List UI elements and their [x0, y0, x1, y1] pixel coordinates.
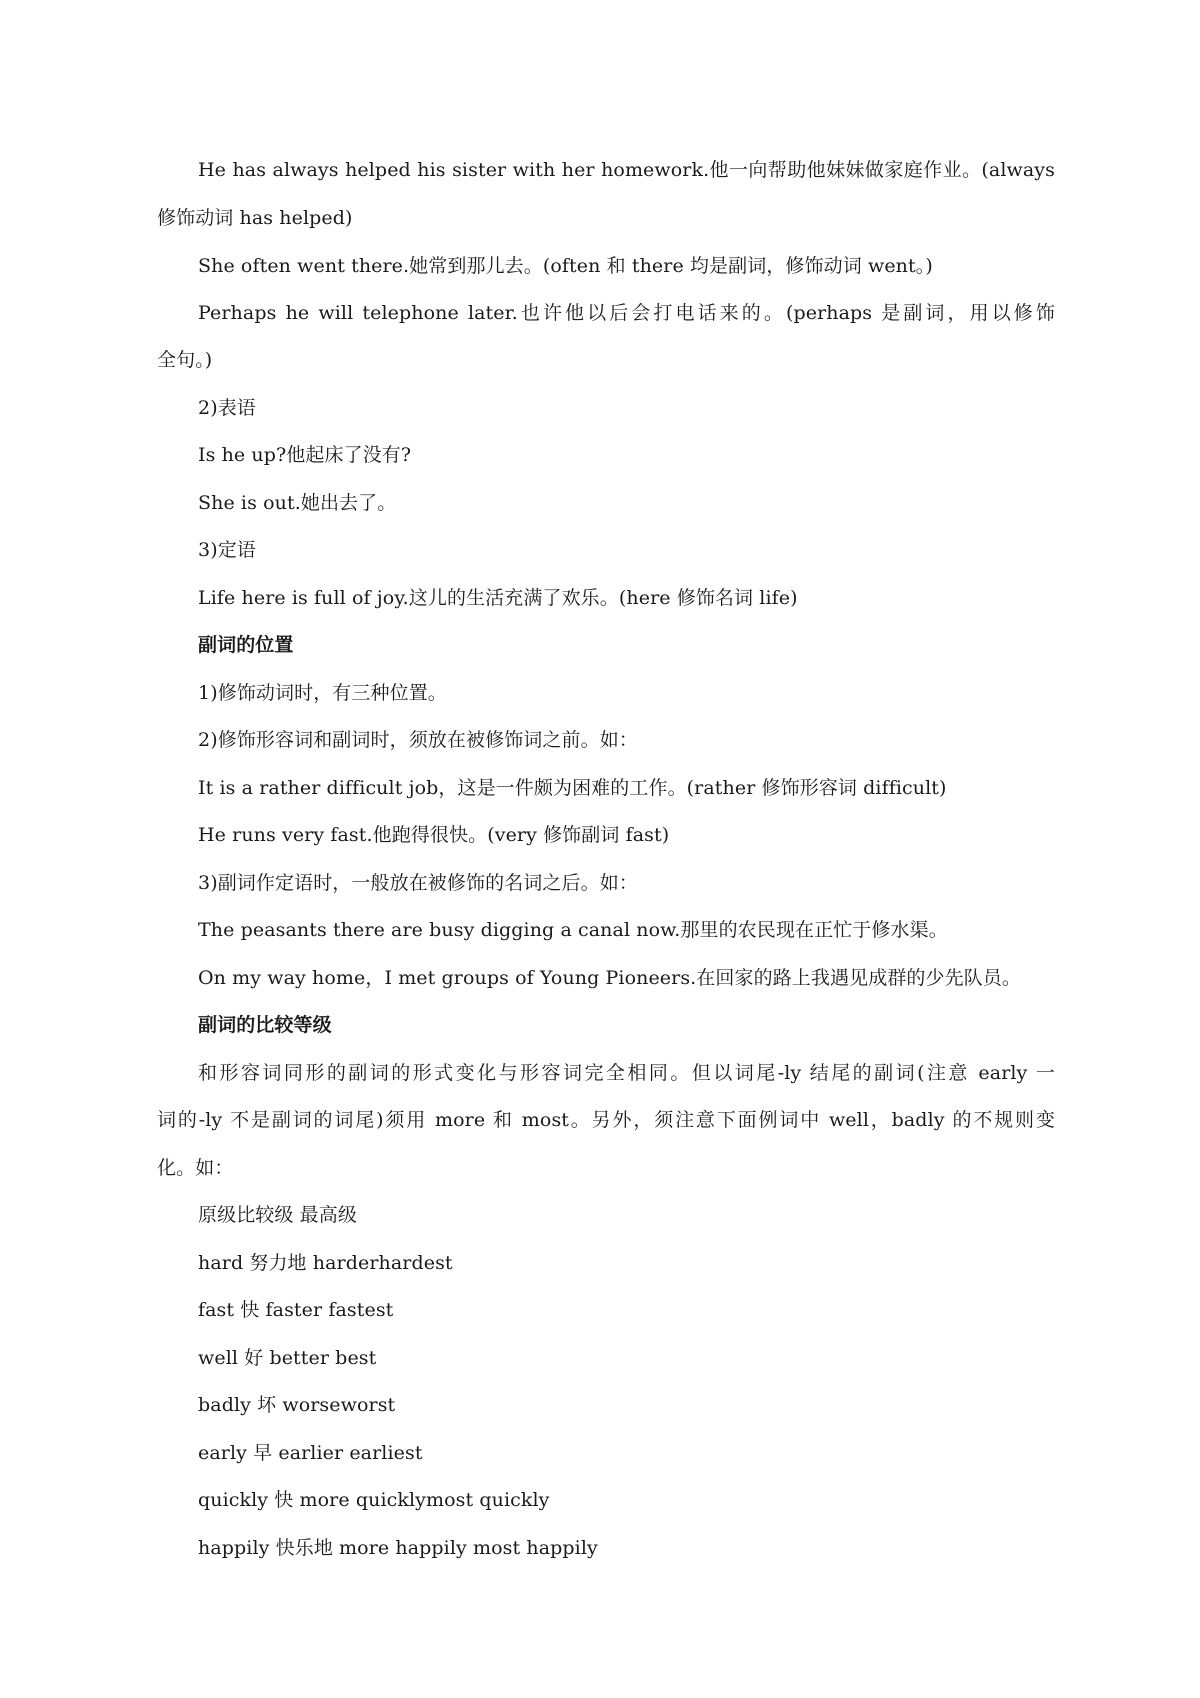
text-line: Perhaps he will telephone later.也许他以后会打电话来的。(perhaps 是副词，用以修饰: [198, 302, 1055, 324]
text-line: The peasants there are busy digging a canal now.那里的农民现在正忙于修水渠。: [198, 919, 948, 941]
text-line: Life here is full of joy.这儿的生活充满了欢乐。(here 修饰名词 life): [198, 587, 798, 609]
text-line: 词的-ly 不是副词的词尾)须用 more 和 most。另外，须注意下面例词中 well，badly 的不规则变: [157, 1109, 1055, 1131]
text-line: badly 坏 worseworst: [198, 1394, 396, 1416]
text-line: He has always helped his sister with her homework.他一向帮助他妹妹做家庭作业。(always: [198, 159, 1055, 181]
text-line: 全句。): [157, 349, 213, 371]
text-line: hard 努力地 harderhardest: [198, 1252, 453, 1274]
text-line: 化。如：: [157, 1157, 234, 1179]
text-line: Is he up?他起床了没有?: [198, 444, 412, 466]
text-line: well 好 better best: [198, 1347, 377, 1369]
text-line: 1)修饰动词时，有三种位置。: [198, 682, 447, 704]
section-heading: 副词的比较等级: [198, 1014, 332, 1036]
text-line: She is out.她出去了。: [198, 492, 397, 514]
text-line: fast 快 faster fastest: [198, 1299, 394, 1321]
text-line: 3)副词作定语时，一般放在被修饰的名词之后。如：: [198, 872, 638, 894]
text-line: happily 快乐地 more happily most happily: [198, 1537, 598, 1559]
text-line: She often went there.她常到那儿去。(often 和 there 均是副词，修饰动词 went。): [198, 255, 933, 277]
text-line: quickly 快 more quicklymost quickly: [198, 1489, 550, 1511]
text-line: 原级比较级 最高级: [198, 1204, 357, 1226]
text-line: 2)表语: [198, 397, 256, 419]
section-heading: 副词的位置: [198, 634, 294, 656]
text-line: 3)定语: [198, 539, 256, 561]
text-line: He runs very fast.他跑得很快。(very 修饰副词 fast): [198, 824, 670, 846]
text-line: 修饰动词 has helped): [157, 207, 353, 229]
text-line: It is a rather difficult job，这是一件颇为困难的工作。(rather 修饰形容词 difficult): [198, 777, 947, 799]
text-line: early 早 earlier earliest: [198, 1442, 423, 1464]
text-line: 和形容词同形的副词的形式变化与形容词完全相同。但以词尾-ly 结尾的副词(注意 early 一: [198, 1062, 1055, 1084]
text-line: 2)修饰形容词和副词时，须放在被修饰词之前。如：: [198, 729, 638, 751]
text-line: On my way home，I met groups of Young Pioneers.在回家的路上我遇见成群的少先队员。: [198, 967, 1022, 989]
